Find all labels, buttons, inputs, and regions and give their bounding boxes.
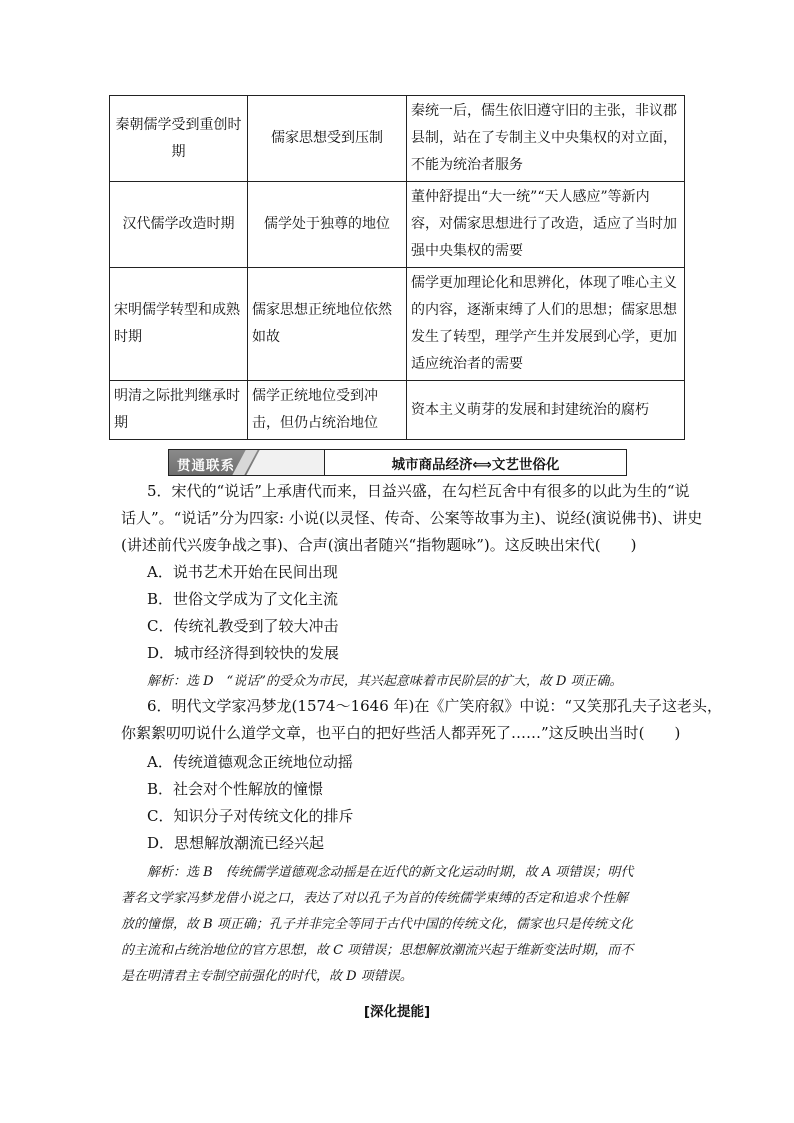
- history-table: [109, 95, 685, 440]
- q5-stem-line: 5．宋代的“说话”上承唐代而来，日益兴盛，在勾栏瓦舍中有很多的以此为生的“说: [147, 482, 690, 500]
- reason-line: 秦统一后，儒生依旧遵守旧的主张，非议郡: [411, 103, 677, 119]
- q6-analysis-line: 解析：选 B 传统儒学道德观念动摇是在近代的新文化运动时期，故 A 项错误；明代: [147, 865, 634, 880]
- q6-analysis-line: 是在明清君主专制空前强化的时代，故 D 项错误。: [121, 969, 413, 984]
- q6-option-d: D．思想解放潮流已经兴起: [147, 834, 325, 852]
- reason-cell: [407, 182, 685, 268]
- table-row: [110, 268, 685, 381]
- link-banner: [168, 449, 627, 476]
- reason-line: 容，对儒家思想进行了改造，适应了当时加: [411, 216, 677, 232]
- reason-line: 资本主义萌芽的发展和封建统治的腐朽: [411, 401, 649, 418]
- status-cell: 儒家思想正统地位依然如故: [248, 268, 407, 381]
- reason-line: 董仲舒提出“大一统”“天人感应”等新内: [411, 189, 650, 205]
- reason-line: 县制，站在了专制主义中央集权的对立面，: [411, 130, 677, 146]
- reason-cell: [407, 381, 685, 440]
- status-cell: 儒学处于独尊的地位: [248, 182, 407, 268]
- q5-stem-line: (讲述前代兴废争战之事)、合声(演出者随兴“指物题咏”)。这反映出宋代( ): [121, 536, 637, 554]
- reason-line: 的内容，逐渐束缚了人们的思想；儒家思想: [411, 302, 677, 318]
- q6-analysis-line: 著名文学家冯梦龙借小说之口，表达了对以孔子为首的传统儒学束缚的否定和追求个性解: [121, 891, 629, 906]
- q5-stem-line: 话人”。“说话”分为四家: 小说(以灵怪、传奇、公案等故事为主)、说经(演说佛书)、讲史: [121, 509, 703, 527]
- status-cell: 儒家思想受到压制: [248, 96, 407, 182]
- status-cell: 儒学正统地位受到冲击，但仍占统治地位: [248, 381, 407, 440]
- banner-label: 贯通联系: [177, 458, 235, 474]
- reason-line: 强中央集权的需要: [411, 243, 523, 259]
- q6-stem-line: 你絮絮叨叨说什么道学文章，也平白的把好些活人都弄死了……”这反映出当时( ): [121, 724, 681, 742]
- q5-analysis: 解析：选 D “说话”的受众为市民，其兴起意味着市民阶层的扩大，故 D 项正确。: [147, 674, 623, 689]
- q5-option-c: C．传统礼教受到了较大冲击: [147, 617, 339, 635]
- period-cell: 明清之际批判继承时期: [110, 381, 248, 440]
- table-row: [110, 182, 685, 268]
- reason-line: 儒学更加理论化和思辨化，体现了唯心主义: [411, 275, 677, 291]
- reason-line: 适应统治者的需要: [411, 356, 523, 372]
- section-heading: [深化提能]: [363, 1004, 431, 1020]
- reason-cell: [407, 268, 685, 381]
- q6-option-a: A．传统道德观念正统地位动摇: [147, 753, 353, 771]
- banner-stripe-decoration: [246, 450, 325, 475]
- q5-option-d: D．城市经济得到较快的发展: [147, 644, 340, 662]
- q6-analysis-line: 的主流和占统治地位的官方思想，故 C 项错误；思想解放潮流兴起于维新变法时期，而不: [121, 943, 634, 958]
- period-cell: 宋明儒学转型和成熟时期: [110, 268, 248, 381]
- q6-option-b: B．社会对个性解放的憧憬: [147, 780, 324, 798]
- reason-cell: [407, 96, 685, 182]
- q5-option-b: B．世俗文学成为了文化主流: [147, 590, 339, 608]
- period-cell: 汉代儒学改造时期: [110, 182, 248, 268]
- q6-analysis-line: 放的憧憬，故 B 项正确；孔子并非完全等同于古代中国的传统文化，儒家也只是传统文化: [121, 917, 633, 932]
- q5-option-a: A．说书艺术开始在民间出现: [147, 563, 338, 581]
- table-row: [110, 96, 685, 182]
- reason-line: 不能为统治者服务: [411, 157, 523, 173]
- banner-title: 城市商品经济⟺文艺世俗化: [391, 456, 560, 473]
- reason-line: 发生了转型，理学产生并发展到心学，更加: [411, 329, 677, 345]
- period-cell: 秦朝儒学受到重创时期: [110, 96, 248, 182]
- q6-stem-line: 6．明代文学家冯梦龙(1574～1646 年)在《广笑府叙》中说：“又笑那孔夫子这老头，: [147, 697, 723, 715]
- table-row: [110, 381, 685, 440]
- banner-label-box: [169, 450, 325, 475]
- q6-option-c: C．知识分子对传统文化的排斥: [147, 807, 354, 825]
